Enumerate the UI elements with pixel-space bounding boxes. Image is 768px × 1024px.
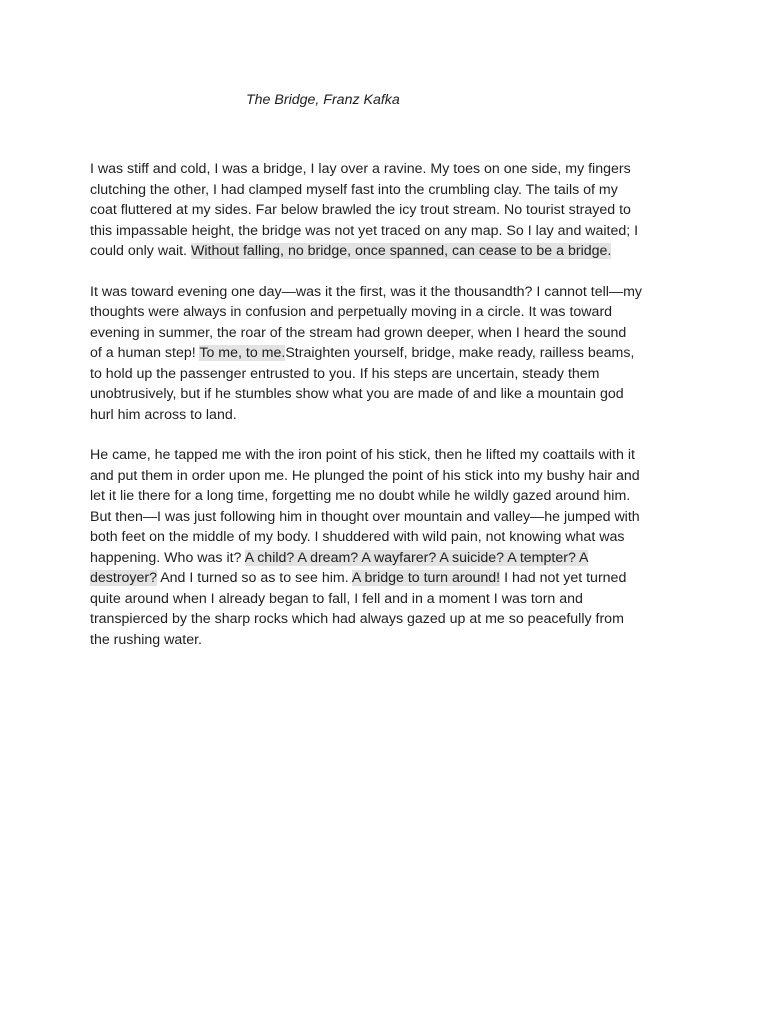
paragraph	[90, 445, 686, 650]
highlighted-text: A bridge to turn around!	[351, 570, 501, 586]
text-segment: the rushing water.	[90, 631, 202, 648]
text-line	[90, 384, 686, 405]
text-segment: both feet on the middle of my body. I shuddered with wild pain, not knowing what was	[90, 529, 625, 545]
text-line	[90, 282, 686, 303]
text-segment: and put them in order upon me. He plunged the point of his stick into my bushy hair and	[90, 467, 640, 484]
text-segment: coat fluttered at my sides. Far below brawled the icy trout stream. No tourist strayed to	[90, 202, 631, 218]
paragraph	[90, 159, 686, 262]
text-segment: evening in summer, the roar of the stream had grown deeper, when I heard the sound	[90, 324, 627, 341]
text-line	[90, 302, 686, 323]
text-segment: could only wait.	[90, 243, 191, 259]
highlighted-text: A child? A dream? A wayfarer? A suicide? A tempter? A	[244, 549, 589, 566]
highlighted-text: To me, to me.	[199, 345, 286, 361]
text-line	[90, 200, 686, 221]
text-line	[90, 527, 686, 548]
text-line	[90, 241, 686, 262]
document-title: The Bridge, Franz Kafka	[246, 92, 400, 108]
paragraph	[90, 282, 686, 426]
text-segment: unobtrusively, but if he stumbles show what you are made of and like a mountain god	[90, 386, 624, 402]
text-segment: hurl him across to land.	[90, 406, 237, 423]
text-segment: to hold up the passenger entrusted to you. If his steps are uncertain, steady them	[90, 365, 600, 382]
text-line	[90, 445, 686, 466]
text-line	[90, 405, 686, 426]
text-line	[90, 589, 686, 610]
text-segment: thoughts were always in confusion and perpetually moving in a circle. It was toward	[90, 304, 613, 320]
text-segment: clutching the other, I had clamped myself fast into the crumbling clay. The tails of my	[90, 181, 618, 198]
text-line	[90, 486, 686, 507]
text-segment: quite around when I already began to fall, I fell and in a moment I was torn and	[90, 590, 583, 607]
text-segment: this impassable height, the bridge was not yet traced on any map. So I lay and waited; I	[90, 222, 639, 239]
text-segment: I was stiff and cold, I was a bridge, I lay over a ravine. My toes on one side, my fingers	[90, 161, 631, 177]
text-line	[90, 548, 686, 569]
text-line	[90, 159, 686, 180]
text-line	[90, 323, 686, 344]
text-line	[90, 466, 686, 487]
text-line	[90, 630, 686, 651]
text-segment: happening. Who was it?	[90, 549, 245, 566]
text-line	[90, 343, 686, 364]
text-line	[90, 221, 686, 242]
text-segment: It was toward evening one day—was it the first, was it the thousandth? I cannot tell—my	[90, 283, 643, 300]
text-line	[90, 364, 686, 385]
text-segment: He came, he tapped me with the iron point of his stick, then he lifted my coattails with it	[90, 447, 635, 463]
document-body	[90, 159, 686, 670]
highlighted-text: Without falling, no bridge, once spanned, can cease to be a bridge.	[190, 243, 612, 259]
text-segment: I had not yet turned	[500, 570, 627, 586]
text-line	[90, 609, 686, 630]
text-line	[90, 568, 686, 589]
text-line	[90, 507, 686, 528]
text-segment: of a human step!	[90, 345, 200, 361]
text-segment: And I turned so as to see him.	[157, 570, 352, 586]
highlighted-text: destroyer?	[90, 570, 158, 586]
text-segment: transpierced by the sharp rocks which had always gazed up at me so peacefully from	[90, 611, 624, 627]
text-line	[90, 180, 686, 201]
text-segment: let it lie there for a long time, forgetting me no doubt while he wildly gazed around him.	[90, 488, 631, 504]
text-segment: Straighten yourself, bridge, make ready, railless beams,	[285, 345, 635, 361]
text-segment: But then—I was just following him in thought over mountain and valley—he jumped with	[90, 508, 640, 525]
